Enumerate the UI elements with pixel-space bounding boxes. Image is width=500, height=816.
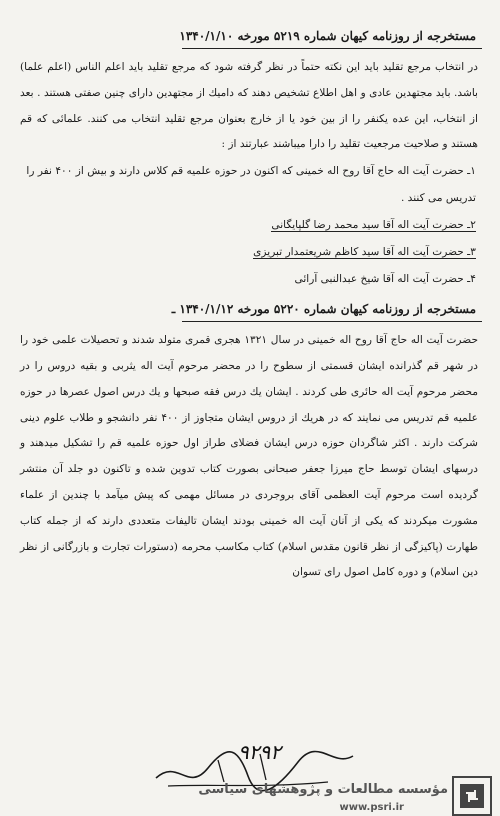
watermark-org-name: مؤسسه مطالعات و پژوهشهای سیاسی bbox=[198, 782, 448, 797]
section1-heading: مستخرجه از روزنامه کیهان شماره ۵۲۱۹ مورخه ۱۳۴۰/۱/۱۰ bbox=[179, 29, 476, 43]
watermark-url: www.psri.ir bbox=[339, 802, 404, 813]
section2-heading: مستخرجه از روزنامه کیهان شماره ۵۲۲۰ مورخه ۱۳۴۰/۱/۱۲ ـ bbox=[171, 302, 476, 317]
section1-body: در انتخاب مرجع تقلید باید این نکته حتماً در نظر گرفته شود که مرجع تقلید باید اعلم الناس (اعلم علما) باشد. باید مجتهدین عادی و اهل اطلاع تشخیص دهند که دامیك از مجتهدین دارای چنین صفتی هستند . بعد از انتخاب، این عده یکنفر را از بین خود یا از خارج بعنوان مرجع تقلید انتخاب می کنند. علمائی که قم هستند و صلاحیت مرجعیت تقلید را دارا میباشند عبارتند از : bbox=[20, 61, 478, 151]
candidate-item-1: ۱ـ حضرت آیت اله حاج آقا روح اله خمینی که اکنون در حوزه علمیه قم کلاس دارند و بیش از ۴۰۰ نفر را تدریس می کنند . bbox=[26, 165, 476, 205]
candidate-item-2: ۲ـ حضرت آیت اله آقا سید محمد رضا گلپایگانی bbox=[271, 219, 476, 232]
institute-logo-icon bbox=[452, 776, 492, 816]
candidate-list bbox=[14, 158, 482, 293]
candidate-item-4: ۴ـ حضرت آیت اله آقا شیخ عبدالنبی آرائی bbox=[294, 273, 476, 286]
section2-body: حضرت آیت اله حاج آقا روح اله خمینی در سال ۱۳۲۱ هجری قمری متولد شدند و تحصیلات علمی خود را در شهر قم گذرانده ایشان قسمتی از سطوح را در محضر مرحوم آیت اله یثربی و بقیه دروس را در محضر مرحوم آیت اله حائری طی کردند . ایشان یك درس فقه صبحها و یك درس اصول عصرها در حوزه علمیه قم تدریس می نمایند که در هریك از دروس ایشان متجاوز از ۴۰۰ نفر دانشجو و طلاب علوم دینی شرکت دارند . اکثر شاگردان حوزه درس ایشان فضلای طراز اول حوزه علمیه قم را تشکیل میدهند و درسهای ایشان توسط حاج میرزا جعفر صبحانی بصورت کتاب تدوین شده و تاکنون دو جلد آن منتشر گردیده است مرحوم آیت العظمی آقای بروجردی در مسائل مهمی که پیش میآمد با چندین از علماء مشورت میکردند که یکی از آنان آیت اله خمینی بودند ایشان تالیفات متعددی دارند که از جمله کتاب طهارت (پاکیزگی از نظر قانون مقدس اسلام) کتاب مکاسب محرمه (دستورات تجارت و بازرگانی از نظر دین اسلام) و دوره کامل اصول رای تسوان bbox=[20, 334, 478, 579]
section1-heading-rule bbox=[182, 48, 482, 49]
document-footer bbox=[0, 738, 500, 813]
signature-number: ۹۲۹۲ bbox=[238, 740, 281, 764]
candidate-item-3: ۳ـ حضرت آیت اله آقا سید کاظم شریعتمدار تبریزی bbox=[253, 246, 476, 259]
section2-heading-rule bbox=[182, 321, 482, 322]
